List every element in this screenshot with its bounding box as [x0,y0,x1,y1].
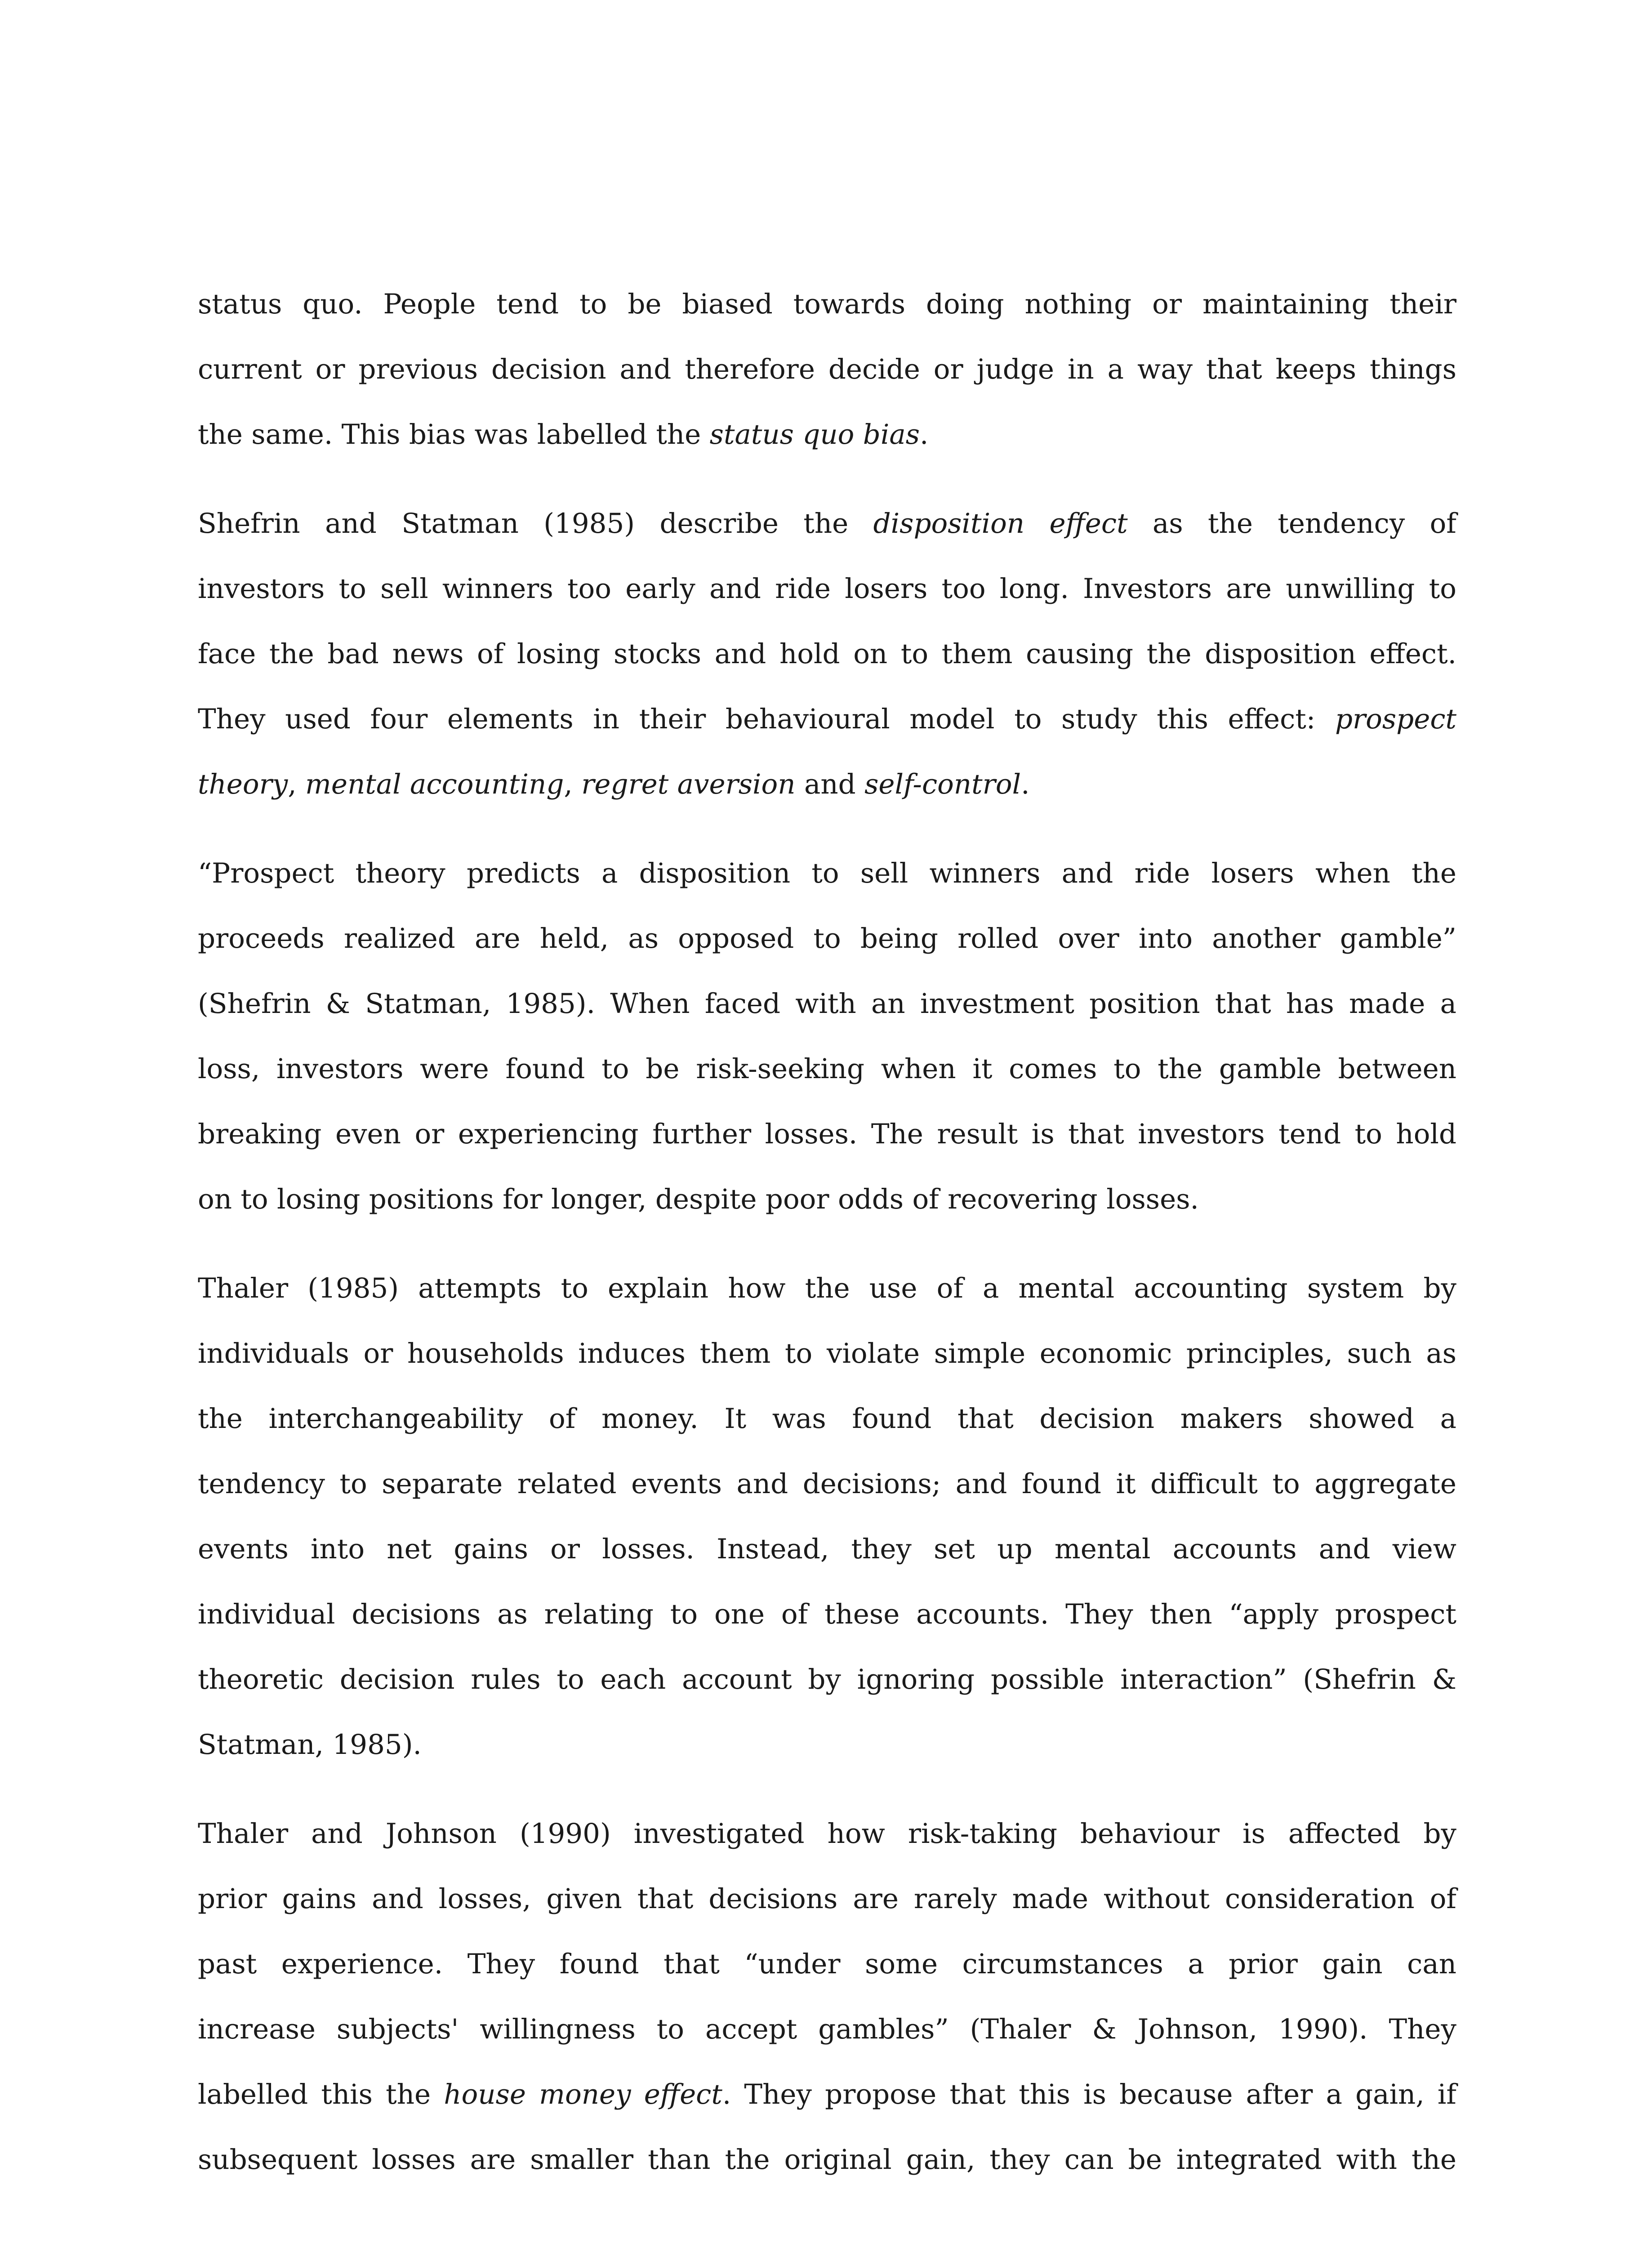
text-run: Shefrin and Statman (1985) describe the [198,508,873,540]
text-run: subsequent losses are smaller than the original gain, they can be integrated with the [198,2144,1456,2176]
text-line [198,1102,1456,1167]
text-run: . [920,419,929,450]
text-run: Statman, 1985). [198,1729,422,1761]
text-line [198,1386,1456,1451]
text-line [198,621,1456,687]
text-line [198,1321,1456,1386]
text-run: status quo. People tend to be biased towards doing nothing or maintaining their [198,288,1456,320]
text-run: as the tendency of [1127,508,1456,540]
text-line [198,1931,1456,1997]
text-run: , [564,768,582,800]
paragraph [198,491,1456,817]
text-line [198,272,1456,337]
text-run: past experience. They found that “under some circumstances a prior gain can [198,1948,1456,1980]
text-line [198,906,1456,971]
text-line [198,1167,1456,1232]
text-run: Thaler and Johnson (1990) investigated how risk-taking behaviour is affected by [198,1818,1456,1850]
text-run: , [288,768,306,800]
paragraph [198,1801,1456,2192]
text-line [198,491,1456,556]
text-run: and [795,768,865,800]
text-line [198,752,1456,817]
text-line [198,1582,1456,1647]
italic-term: status quo bias [709,419,920,450]
text-line [198,1647,1456,1712]
text-line [198,1712,1456,1777]
italic-term: mental accounting [305,768,564,800]
text-run: individual decisions as relating to one of these accounts. They then “apply prospect [198,1598,1456,1630]
text-line [198,1256,1456,1321]
text-line [198,2062,1456,2127]
text-run: proceeds realized are held, as opposed to being rolled over into another gamble” [198,923,1456,955]
text-run: labelled this the [198,2079,444,2110]
text-line [198,1801,1456,1866]
text-run: face the bad news of losing stocks and hold on to them causing the disposition effect. [198,638,1456,670]
text-line [198,687,1456,752]
text-run: on to losing positions for longer, despite poor odds of recovering losses. [198,1183,1199,1215]
text-run: Thaler (1985) attempts to explain how the use of a mental accounting system by [198,1272,1456,1304]
text-run: the interchangeability of money. It was found that decision makers showed a [198,1403,1456,1435]
italic-term: disposition effect [873,508,1128,540]
body-text [198,272,1456,2216]
text-line [198,1036,1456,1102]
italic-term: prospect [1335,703,1456,735]
text-line [198,2127,1456,2192]
text-run: individuals or households induces them to violate simple economic principles, such as [198,1338,1456,1369]
text-run: (Shefrin & Statman, 1985). When faced with an investment position that has made a [198,988,1456,1020]
text-line [198,1866,1456,1931]
italic-term: house money effect [444,2079,722,2110]
text-run: loss, investors were found to be risk-seeking when it comes to the gamble between [198,1053,1456,1085]
italic-term: regret aversion [581,768,796,800]
text-run: “Prospect theory predicts a disposition to sell winners and ride losers when the [198,857,1456,889]
text-line [198,556,1456,621]
text-line [198,1997,1456,2062]
text-run: investors to sell winners too early and ride losers too long. Investors are unwilling to [198,573,1456,605]
text-run: breaking even or experiencing further losses. The result is that investors tend to hold [198,1118,1456,1150]
text-run: tendency to separate related events and decisions; and found it difficult to aggregate [198,1468,1456,1500]
paragraph [198,841,1456,1232]
italic-term: self-control [864,768,1021,800]
text-line [198,971,1456,1036]
text-run: current or previous decision and therefore decide or judge in a way that keeps things [198,353,1456,385]
text-line [198,841,1456,906]
paragraph [198,1256,1456,1777]
text-run: events into net gains or losses. Instead, they set up mental accounts and view [198,1533,1456,1565]
text-run: the same. This bias was labelled the [198,419,710,450]
text-line [198,402,1456,467]
text-run: . They propose that this is because after a gain, if [722,2079,1457,2110]
text-line [198,1517,1456,1582]
text-run: theoretic decision rules to each account by ignoring possible interaction” (Shefrin & [198,1664,1456,1695]
paragraph [198,272,1456,467]
text-run: increase subjects' willingness to accept gambles” (Thaler & Johnson, 1990). They [198,2013,1456,2045]
italic-term: theory [198,768,288,800]
text-line [198,337,1456,402]
text-run: . [1021,768,1030,800]
text-run: They used four elements in their behavioural model to study this effect: [198,703,1335,735]
text-line [198,1451,1456,1517]
text-run: prior gains and losses, given that decisions are rarely made without consideration of [198,1883,1456,1915]
